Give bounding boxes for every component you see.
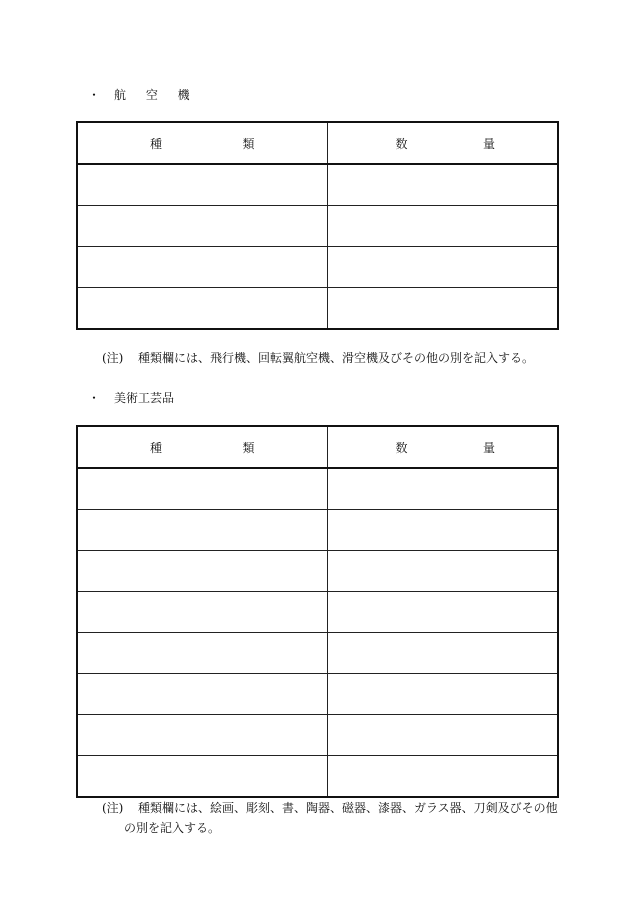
header-type bbox=[77, 122, 327, 164]
section-label: 航 空 機 bbox=[114, 88, 198, 102]
quantity-cell[interactable] bbox=[327, 206, 558, 247]
table-header-row bbox=[77, 426, 558, 468]
table-row bbox=[77, 756, 558, 798]
header-qty-char2: 量 bbox=[482, 440, 495, 455]
table-row bbox=[77, 674, 558, 715]
section-label: 美術工芸品 bbox=[114, 391, 175, 405]
header-type-char1: 種 bbox=[150, 136, 163, 151]
type-cell[interactable] bbox=[77, 715, 327, 756]
table-row bbox=[77, 164, 558, 206]
note-text-line1: 種類欄には、絵画、彫刻、書、陶器、磁器、漆器、ガラス器、刀剣及びその他 bbox=[138, 801, 558, 815]
quantity-cell[interactable] bbox=[327, 510, 558, 551]
type-cell[interactable] bbox=[77, 756, 327, 798]
table-row bbox=[77, 206, 558, 247]
section-title-art-crafts bbox=[88, 389, 174, 406]
header-type-char1: 種 bbox=[150, 440, 163, 455]
table-row bbox=[77, 510, 558, 551]
type-cell[interactable] bbox=[77, 510, 327, 551]
aircraft-table bbox=[76, 121, 559, 330]
note-mark: (注) bbox=[102, 351, 124, 365]
note-aircraft bbox=[102, 348, 534, 368]
quantity-cell[interactable] bbox=[327, 247, 558, 288]
section-title-aircraft bbox=[88, 86, 198, 103]
note-art-crafts bbox=[102, 798, 562, 838]
header-type-char2: 類 bbox=[242, 136, 255, 151]
type-cell[interactable] bbox=[77, 633, 327, 674]
table-header-row bbox=[77, 122, 558, 164]
quantity-cell[interactable] bbox=[327, 551, 558, 592]
table-row bbox=[77, 288, 558, 330]
bullet: ・ bbox=[88, 391, 101, 405]
table-row bbox=[77, 592, 558, 633]
quantity-cell[interactable] bbox=[327, 756, 558, 798]
header-quantity bbox=[327, 122, 558, 164]
note-text: 種類欄には、飛行機、回転翼航空機、滑空機及びその他の別を記入する。 bbox=[138, 351, 535, 365]
quantity-cell[interactable] bbox=[327, 674, 558, 715]
header-type bbox=[77, 426, 327, 468]
quantity-cell[interactable] bbox=[327, 592, 558, 633]
type-cell[interactable] bbox=[77, 206, 327, 247]
header-qty-char2: 量 bbox=[482, 136, 495, 151]
header-qty-char1: 数 bbox=[395, 440, 408, 455]
type-cell[interactable] bbox=[77, 247, 327, 288]
art-crafts-table bbox=[76, 425, 559, 798]
header-type-char2: 類 bbox=[242, 440, 255, 455]
table-row bbox=[77, 247, 558, 288]
bullet: ・ bbox=[88, 88, 101, 102]
table-row bbox=[77, 468, 558, 510]
type-cell[interactable] bbox=[77, 592, 327, 633]
note-text-line2: の別を記入する。 bbox=[124, 821, 221, 835]
header-qty-char1: 数 bbox=[395, 136, 408, 151]
quantity-cell[interactable] bbox=[327, 468, 558, 510]
quantity-cell[interactable] bbox=[327, 164, 558, 206]
type-cell[interactable] bbox=[77, 288, 327, 330]
table-row bbox=[77, 633, 558, 674]
type-cell[interactable] bbox=[77, 674, 327, 715]
type-cell[interactable] bbox=[77, 164, 327, 206]
table-row bbox=[77, 551, 558, 592]
quantity-cell[interactable] bbox=[327, 633, 558, 674]
quantity-cell[interactable] bbox=[327, 288, 558, 330]
type-cell[interactable] bbox=[77, 551, 327, 592]
header-quantity bbox=[327, 426, 558, 468]
note-mark: (注) bbox=[102, 801, 124, 815]
quantity-cell[interactable] bbox=[327, 715, 558, 756]
type-cell[interactable] bbox=[77, 468, 327, 510]
table-row bbox=[77, 715, 558, 756]
